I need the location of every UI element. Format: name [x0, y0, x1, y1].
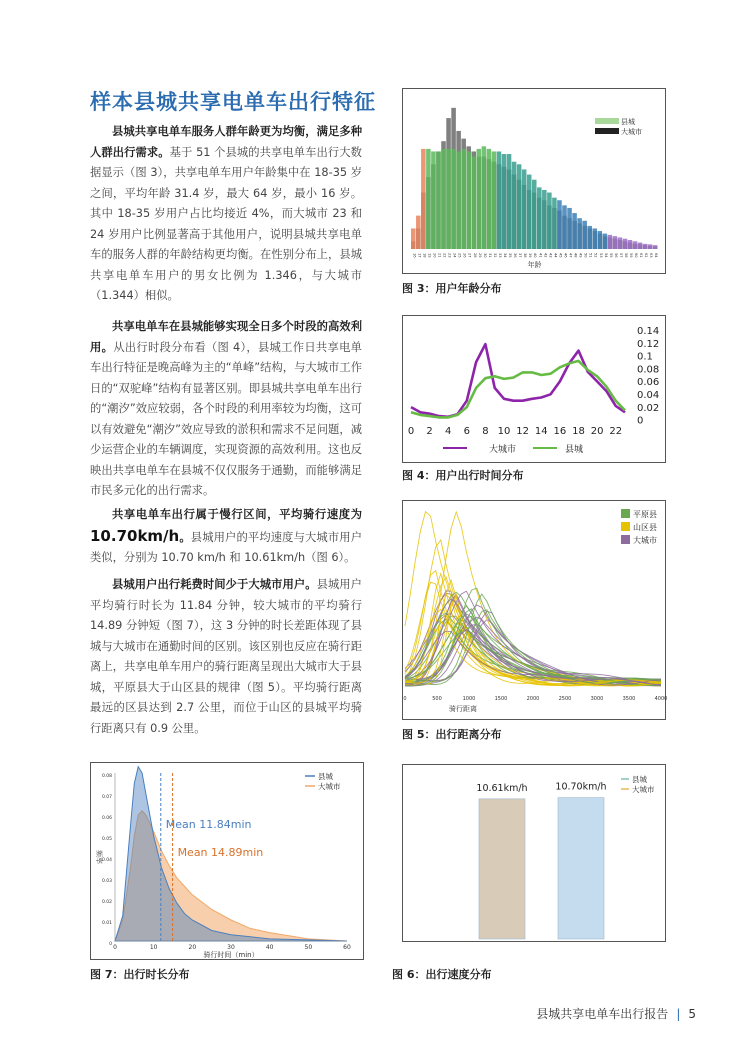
- bar-county: [522, 169, 527, 249]
- y-tick-label: 0: [637, 415, 644, 427]
- tick-label-age: 54: [603, 253, 608, 258]
- tick-label-age: 60: [634, 253, 639, 258]
- bar-county: [436, 151, 441, 249]
- legend-swatch: [621, 509, 630, 518]
- tick-label-age: 47: [568, 253, 573, 258]
- bar-county: [512, 162, 517, 249]
- tick-label-age: 24: [452, 253, 457, 258]
- bar-county: [557, 200, 562, 249]
- tick-label-age: 21: [437, 253, 442, 258]
- tick-label-age: 33: [497, 253, 502, 258]
- bar-county: [582, 221, 587, 249]
- series-line-county: [411, 361, 625, 418]
- paragraph-lead: 县城共享电单车服务人群年龄更为均衡，满足多种人群出行需求。: [90, 125, 362, 159]
- legend-swatch-county: [595, 118, 619, 124]
- legend-swatch-big-city: [595, 128, 619, 134]
- bar-county: [532, 180, 537, 249]
- tick-label-age: 63: [649, 253, 654, 258]
- mean-label: Mean 14.89min: [177, 846, 264, 859]
- bar-county: [416, 216, 421, 249]
- bar-county: [623, 239, 628, 249]
- bar-county: [603, 234, 608, 249]
- tick-label-age: 62: [644, 253, 649, 258]
- x-tick-label: 20: [188, 944, 197, 951]
- mean-label: Mean 11.84min: [165, 818, 252, 831]
- x-axis-label: 年龄: [527, 261, 542, 269]
- paragraph-body: 从出行时段分布看（图 4），县城工作日共享电单车出行特征是晚高峰为主的“单峰”结构，与大城市工作日的“双驼峰”结构有显著区别。即县城共享电单车出行的“潮汐”效应较弱，各个时段的利用率较为均衡，这可以有效避免“潮汐”效应导致的淤积和需求不足问题，减少运营企业的车辆调度，实现资源的高效利用。这也反映出共享电单车在县城不仅仅服务于通勤，而能够满足市民多元化的出行需求。: [90, 340, 362, 497]
- tick-label-age: 17: [417, 253, 422, 258]
- fig3-frame: [402, 88, 666, 274]
- tick-label-age: 20: [432, 253, 437, 258]
- bar-county: [577, 218, 582, 249]
- tick-label-age: 56: [613, 253, 618, 258]
- paragraph-lead: 共享电单车在县城能够实现全日多个时段的高效利用。: [90, 320, 362, 354]
- page-footer: [536, 1005, 696, 1022]
- legend-label-county: 县城: [565, 445, 584, 455]
- tick-label-age: 31: [487, 253, 492, 258]
- x-tick-label: 0: [407, 426, 415, 437]
- x-tick-label: 2: [426, 426, 433, 437]
- x-tick-label: 1000: [462, 696, 476, 702]
- x-tick-label: 16: [553, 426, 567, 437]
- y-tick-label: 0: [109, 942, 112, 947]
- bar-county: [633, 241, 638, 249]
- tick-label-age: 35: [508, 253, 513, 258]
- x-tick-label: 40: [265, 944, 274, 951]
- page-number: 5: [688, 1007, 696, 1021]
- bar-county: [527, 175, 532, 249]
- y-tick-label: 0.06: [101, 816, 112, 821]
- tick-label-age: 37: [518, 253, 523, 258]
- series-line-big-city: [411, 344, 625, 417]
- bar-county: [466, 151, 471, 249]
- bar-county: [613, 236, 618, 249]
- y-axis-label: 频率: [95, 850, 103, 864]
- page-title: 样本县城共享电单车出行特征: [90, 90, 376, 114]
- y-tick-label: 0.06: [637, 377, 660, 389]
- x-tick-label: 10: [149, 944, 158, 951]
- bar-county: [653, 245, 658, 249]
- fig5-caption: 图 5：出行距离分布: [402, 728, 502, 741]
- fig6-caption: 图 6：出行速度分布: [392, 968, 492, 981]
- tick-label-age: 40: [533, 253, 538, 258]
- bar-county: [477, 149, 482, 249]
- paragraph-body: 县城用户平均骑行时长为 11.84 分钟，较大城市的平均骑行 14.89 分钟短（图 7），这 3 分钟的时长差距体现了县城与大城市在通勤时间的区别。该区别也反应在骑行距离上，共享电单车用户的骑行距离呈现出大城市大于县城，平原县大于山区县的规律（图 5）。平均骑行距离最远的区县达到 2.7 公里，而位于山区的县城平均骑行距离只有 0.9 公里。: [90, 578, 362, 735]
- y-tick-label: 0.01: [101, 921, 112, 926]
- tick-label-age: 41: [538, 253, 543, 258]
- speed-data-label: 10.61km/h: [476, 782, 528, 794]
- bar-county: [507, 154, 512, 249]
- tick-label-age: 50: [583, 253, 588, 258]
- tick-label-age: 61: [639, 253, 644, 258]
- y-tick-label: 0.04: [637, 390, 660, 401]
- bar-county: [567, 208, 572, 249]
- bar-county: [618, 237, 623, 249]
- bar-county: [411, 228, 416, 249]
- fig6-chart: [403, 765, 665, 941]
- x-tick-label: 12: [516, 426, 530, 437]
- tick-label-age: 18: [422, 253, 427, 258]
- tick-label-age: 44: [553, 253, 558, 258]
- bar-county: [421, 149, 426, 249]
- y-tick-label: 0.03: [101, 879, 112, 884]
- x-tick-label: 18: [572, 426, 585, 437]
- bar-county: [572, 213, 577, 249]
- legend-label-big-city: 大城市: [621, 128, 642, 136]
- legend-swatch: [621, 535, 630, 544]
- tick-label-age: 49: [578, 253, 583, 258]
- tick-label-age: 51: [588, 253, 593, 258]
- legend-label-big-city: 大城市: [489, 445, 517, 455]
- fig4-frame: [402, 315, 666, 463]
- y-tick-label: 0.12: [637, 338, 660, 350]
- fig4-chart: [403, 316, 665, 462]
- tick-label-age: 30: [482, 253, 487, 258]
- x-tick-label: 2000: [526, 696, 540, 702]
- tick-label-age: 53: [598, 253, 603, 258]
- x-tick-label: 14: [534, 426, 548, 437]
- x-tick-label: 500: [432, 696, 442, 702]
- tick-label-age: 28: [472, 253, 477, 258]
- tick-label-age: 16: [412, 253, 417, 258]
- legend-label: 大城市: [633, 536, 657, 545]
- bar-county: [628, 240, 633, 249]
- x-tick-label: 4: [445, 426, 452, 437]
- tick-label-age: 36: [513, 253, 518, 258]
- tick-label-age: 19: [427, 253, 432, 258]
- paragraph-body: 基于 51 个县城的共享电单车出行大数据显示（图 3），共享电单车用户年龄集中在 18-35 岁之间，平均年龄 31.4 岁，最大 64 岁，最小 16 岁。其中 18-35 岁用户占比均接近 4%，而大城市 23 和 24 岁用户比例显著高于其他用户，说明县城共享电单车的服务人群的年龄结构更均衡。在性别分布上，县城共享电单车用户的男女比例为 1.346，与大城市（1.344）相似。: [90, 145, 362, 302]
- bar-county: [547, 193, 552, 249]
- tick-label-age: 42: [543, 253, 548, 258]
- tick-label-age: 64: [654, 253, 659, 258]
- y-tick-label: 0.08: [637, 364, 660, 376]
- bar-county: [461, 149, 466, 249]
- bar-county: [497, 151, 502, 249]
- bar-county: [456, 151, 461, 249]
- y-tick-label: 0.04: [101, 858, 112, 863]
- tick-label-age: 29: [477, 253, 482, 258]
- footer-separator: |: [676, 1007, 681, 1021]
- tick-label-age: 59: [629, 253, 634, 258]
- bar-county: [587, 226, 592, 249]
- y-tick-label: 0.1: [637, 351, 653, 363]
- y-tick-label: 0.08: [101, 774, 112, 779]
- legend-swatch: [621, 522, 630, 531]
- bar-county: [638, 243, 643, 249]
- legend-label-big-city: 大城市: [318, 782, 341, 791]
- tick-label-age: 39: [528, 253, 533, 258]
- bar-county: [482, 146, 487, 249]
- fig3-chart: [403, 89, 665, 273]
- bar-county: [562, 205, 567, 249]
- footer-title: 县城共享电单车出行报告: [536, 1007, 669, 1021]
- tick-label-age: 45: [558, 253, 563, 258]
- fig7-caption: 图 7：出行时长分布: [90, 968, 190, 981]
- bar-county: [446, 149, 451, 249]
- x-axis-label: 骑行时间（min）: [203, 951, 259, 959]
- legend-label: 平原县: [633, 510, 657, 519]
- bar-county: [441, 149, 446, 249]
- bar-county: [502, 154, 507, 249]
- bar-county: [537, 187, 542, 249]
- fig7-chart: [91, 763, 363, 959]
- paragraph-body: 县城用户的平均速度与大城市用户类似，分别为 10.70 km/h 和 10.61km/h（图 6）。: [90, 530, 362, 564]
- x-tick-label: 20: [590, 426, 604, 437]
- x-tick-label: 60: [343, 944, 351, 951]
- x-tick-label: 50: [304, 944, 313, 951]
- y-tick-label: 0.14: [637, 326, 660, 337]
- x-tick-label: 3000: [590, 696, 604, 702]
- x-tick-label: 10: [497, 426, 511, 437]
- fig7-frame: [90, 762, 364, 960]
- bar-county: [451, 149, 456, 249]
- tick-label-age: 46: [563, 253, 568, 258]
- tick-label-age: 22: [442, 253, 447, 258]
- paragraph-time: [90, 317, 362, 502]
- x-tick-label: 8: [482, 426, 489, 437]
- bar-county: [608, 235, 613, 249]
- paragraph-age: [90, 122, 362, 307]
- tick-label-age: 25: [457, 253, 462, 258]
- x-tick-label: 22: [609, 426, 623, 437]
- bar-county: [492, 151, 497, 249]
- legend-label-county: 县城: [621, 118, 635, 126]
- tick-label-age: 48: [573, 253, 578, 258]
- speed-data-label: 10.70km/h: [555, 781, 607, 793]
- bar-county: [431, 151, 436, 249]
- x-tick-label: 0: [403, 696, 407, 702]
- bar-county: [648, 244, 653, 249]
- y-tick-label: 0.07: [101, 795, 112, 800]
- tick-label-age: 32: [492, 253, 497, 258]
- legend-label-county: 县城: [632, 775, 647, 784]
- tick-label-age: 57: [618, 253, 623, 258]
- tick-label-age: 34: [503, 253, 508, 258]
- tick-label-age: 26: [462, 253, 467, 258]
- paragraph-duration: [90, 575, 362, 739]
- bar-county: [643, 244, 648, 249]
- x-tick-label: 1500: [494, 696, 508, 702]
- bar-county: [517, 164, 522, 249]
- tick-label-age: 52: [593, 253, 598, 258]
- x-tick-label: 3500: [622, 696, 636, 702]
- fig3-caption: 图 3：用户年龄分布: [402, 282, 502, 295]
- x-axis-label: 骑行距离: [449, 705, 477, 713]
- legend-label-county: 县城: [318, 772, 333, 781]
- fig4-caption: 图 4：用户出行时间分布: [402, 469, 524, 482]
- tick-label-age: 43: [548, 253, 553, 258]
- tick-label-age: 55: [608, 253, 613, 258]
- y-tick-label: 0.02: [101, 900, 112, 905]
- x-tick-label: 2500: [558, 696, 572, 702]
- speed-bar: [558, 798, 604, 939]
- bar-county: [426, 149, 431, 249]
- bar-county: [487, 149, 492, 249]
- tick-label-age: 23: [447, 253, 452, 258]
- bar-county: [471, 157, 476, 249]
- tick-label-age: 27: [467, 253, 472, 258]
- bar-county: [542, 190, 547, 249]
- bar-county: [552, 198, 557, 249]
- x-tick-label: 0: [113, 944, 117, 951]
- legend-label-big-city: 大城市: [632, 785, 655, 794]
- legend-label: 山区县: [633, 523, 657, 532]
- paragraph-speed: 共享电单车出行属于慢行区间，平均骑行速度为10.70km/h。县城用户的平均速度与大城市用户类似，分别为 10.70 km/h 和 10.61km/h（图 6）。: [90, 508, 362, 564]
- paragraph-lead: 县城用户出行耗费时间少于大城市用户。: [112, 578, 317, 591]
- bar-county: [592, 228, 597, 249]
- fig5-frame: [402, 500, 666, 720]
- paragraph-lead: 共享电单车出行属于慢行区间，平均骑行速度为: [112, 508, 362, 521]
- tick-label-age: 38: [523, 253, 528, 258]
- fig6-frame: [402, 764, 666, 942]
- x-tick-label: 6: [463, 426, 471, 437]
- tick-label-age: 58: [623, 253, 628, 258]
- x-tick-label: 4000: [654, 696, 668, 702]
- fig5-chart: [403, 501, 668, 719]
- y-tick-label: 0.05: [101, 837, 112, 842]
- speed-bar: [479, 799, 525, 939]
- x-tick-label: 30: [227, 944, 235, 951]
- y-tick-label: 0.02: [637, 402, 660, 414]
- speed-value: 10.70km/h: [90, 526, 180, 545]
- bar-county: [598, 231, 603, 249]
